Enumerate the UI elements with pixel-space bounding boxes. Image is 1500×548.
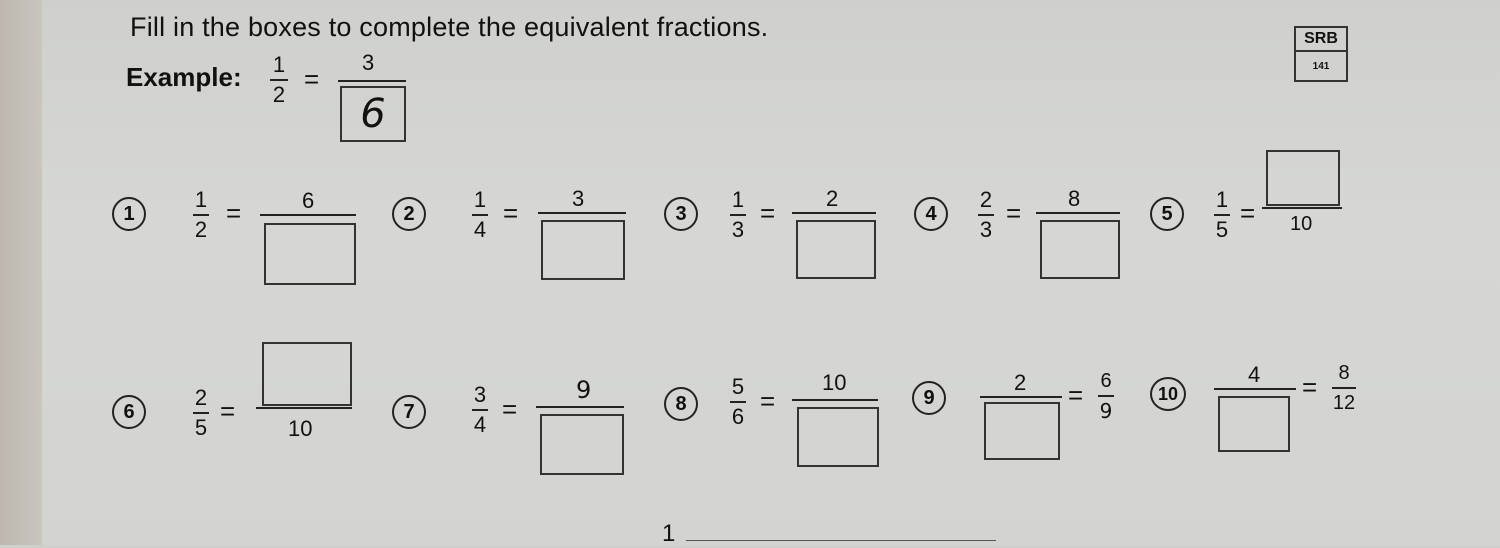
problem-3-answer-box[interactable] <box>796 220 876 279</box>
problem-2-answer-box[interactable] <box>541 220 625 280</box>
fraction-bar <box>792 399 878 401</box>
fraction-numerator: 3 <box>473 382 487 407</box>
problem-1-known-numerator: 6 <box>302 188 315 213</box>
problem-5-known-denominator: 10 <box>1290 213 1313 235</box>
fraction-bar <box>260 214 356 216</box>
fraction-bar <box>1214 388 1296 390</box>
problem-6-known-denominator: 10 <box>288 416 313 441</box>
fraction-numerator: 1 <box>731 187 745 212</box>
equals-sign: = <box>1006 198 1022 228</box>
instruction-text: Fill in the boxes to complete the equivalent fractions. <box>130 12 769 42</box>
fraction-bar <box>536 406 624 408</box>
fraction-denominator: 4 <box>473 217 487 242</box>
example-label: Example: <box>126 62 242 92</box>
problem-7-known-numerator: 9 <box>576 376 592 404</box>
srb-reference <box>1294 26 1348 86</box>
fraction-numerator: 1 <box>194 187 208 212</box>
fraction-bar <box>1214 214 1230 216</box>
problem-10-right-fraction <box>1332 360 1356 416</box>
fraction-denominator: 12 <box>1332 392 1356 414</box>
fraction-bar <box>256 407 352 409</box>
fraction-bar <box>1262 207 1342 209</box>
fraction-bar <box>792 212 876 214</box>
equals-sign: = <box>226 198 242 228</box>
fraction-denominator: 5 <box>1215 217 1229 242</box>
equals-sign: = <box>220 396 236 426</box>
fraction-bar <box>730 214 746 216</box>
equals-sign: = <box>502 394 518 424</box>
problem-number-7: 7 <box>392 395 426 429</box>
problem-number-5: 5 <box>1150 197 1184 231</box>
problem-number-10: 10 <box>1150 377 1186 411</box>
fraction-numerator: 1 <box>473 187 487 212</box>
problem-10-answer-box[interactable] <box>1218 396 1290 452</box>
equals-sign: = <box>304 64 320 94</box>
problem-9-answer-box[interactable] <box>984 402 1060 460</box>
fraction-bar <box>538 212 626 214</box>
fraction-numerator: 6 <box>1100 370 1112 392</box>
fraction-denominator: 6 <box>731 404 745 429</box>
problem-6-answer-box[interactable] <box>262 342 352 406</box>
problem-6-left-fraction <box>193 385 209 441</box>
problem-3-known-numerator: 2 <box>826 186 839 211</box>
fraction-numerator: 5 <box>731 374 745 399</box>
fraction-denominator: 3 <box>731 217 745 242</box>
fraction-bar <box>1332 387 1356 389</box>
fraction-bar <box>472 214 488 216</box>
fraction-bar <box>193 412 209 414</box>
problem-number-8: 8 <box>664 387 698 421</box>
fraction-denominator: 5 <box>194 415 208 440</box>
example-answer-box <box>340 86 406 142</box>
problem-2-known-numerator: 3 <box>572 186 585 211</box>
problem-3-left-fraction <box>730 187 746 243</box>
problem-8-known-numerator: 10 <box>822 370 847 395</box>
problem-number-6: 6 <box>112 395 146 429</box>
problem-4-known-numerator: 8 <box>1068 186 1081 211</box>
fraction-bar <box>980 396 1062 398</box>
problem-8-answer-box[interactable] <box>797 407 879 467</box>
problem-number-9: 9 <box>912 381 946 415</box>
footer-line <box>686 540 996 541</box>
problem-5-left-fraction <box>1214 187 1230 243</box>
problem-number-1: 1 <box>112 197 146 231</box>
example-answer: 6 <box>360 91 386 137</box>
fraction-bar <box>1098 395 1114 397</box>
fraction-bar <box>1036 212 1120 214</box>
problem-10-numerator: 4 <box>1248 362 1261 387</box>
srb-label: SRB <box>1294 26 1348 52</box>
problem-7-left-fraction <box>472 382 488 438</box>
book-icon <box>1294 52 1348 82</box>
equals-sign: = <box>503 198 519 228</box>
problem-number-3: 3 <box>664 197 698 231</box>
problem-number-2: 2 <box>392 197 426 231</box>
equals-sign: = <box>760 198 776 228</box>
fraction-denominator: 9 <box>1099 399 1113 423</box>
fraction-bar <box>730 401 746 403</box>
problem-8-left-fraction <box>730 374 746 430</box>
problem-2-left-fraction <box>472 187 488 243</box>
footer-fragment: 1 <box>662 520 676 547</box>
fraction-bar <box>978 214 994 216</box>
problem-number-4: 4 <box>914 197 948 231</box>
problem-9-right-fraction <box>1098 368 1114 424</box>
problem-4-answer-box[interactable] <box>1040 220 1120 279</box>
equals-sign: = <box>1302 372 1318 402</box>
example-right-numerator: 3 <box>362 50 375 75</box>
problem-4-left-fraction <box>978 187 994 243</box>
fraction-numerator: 8 <box>1338 362 1350 384</box>
problem-9-numerator: 2 <box>1014 370 1027 395</box>
fraction-denominator: 3 <box>979 217 993 242</box>
problem-1-left-fraction <box>193 187 209 243</box>
fraction-numerator: 1 <box>272 52 286 77</box>
problem-7-answer-box[interactable] <box>540 414 624 475</box>
fraction-numerator: 2 <box>194 385 208 410</box>
equals-sign: = <box>760 386 776 416</box>
fraction-bar <box>270 79 288 81</box>
problem-1-answer-box[interactable] <box>264 223 356 285</box>
srb-page: 141 <box>1312 60 1330 72</box>
problem-5-answer-box[interactable] <box>1266 150 1340 206</box>
example-left-fraction <box>270 52 288 108</box>
fraction-bar <box>472 409 488 411</box>
fraction-bar <box>193 214 209 216</box>
fraction-numerator: 2 <box>979 187 993 212</box>
fraction-numerator: 1 <box>1215 187 1229 212</box>
equals-sign: = <box>1240 198 1256 228</box>
equals-sign: = <box>1068 380 1084 410</box>
fraction-denominator: 2 <box>272 82 286 107</box>
fraction-bar <box>338 80 406 82</box>
fraction-denominator: 4 <box>473 412 487 437</box>
fraction-denominator: 2 <box>194 217 208 242</box>
